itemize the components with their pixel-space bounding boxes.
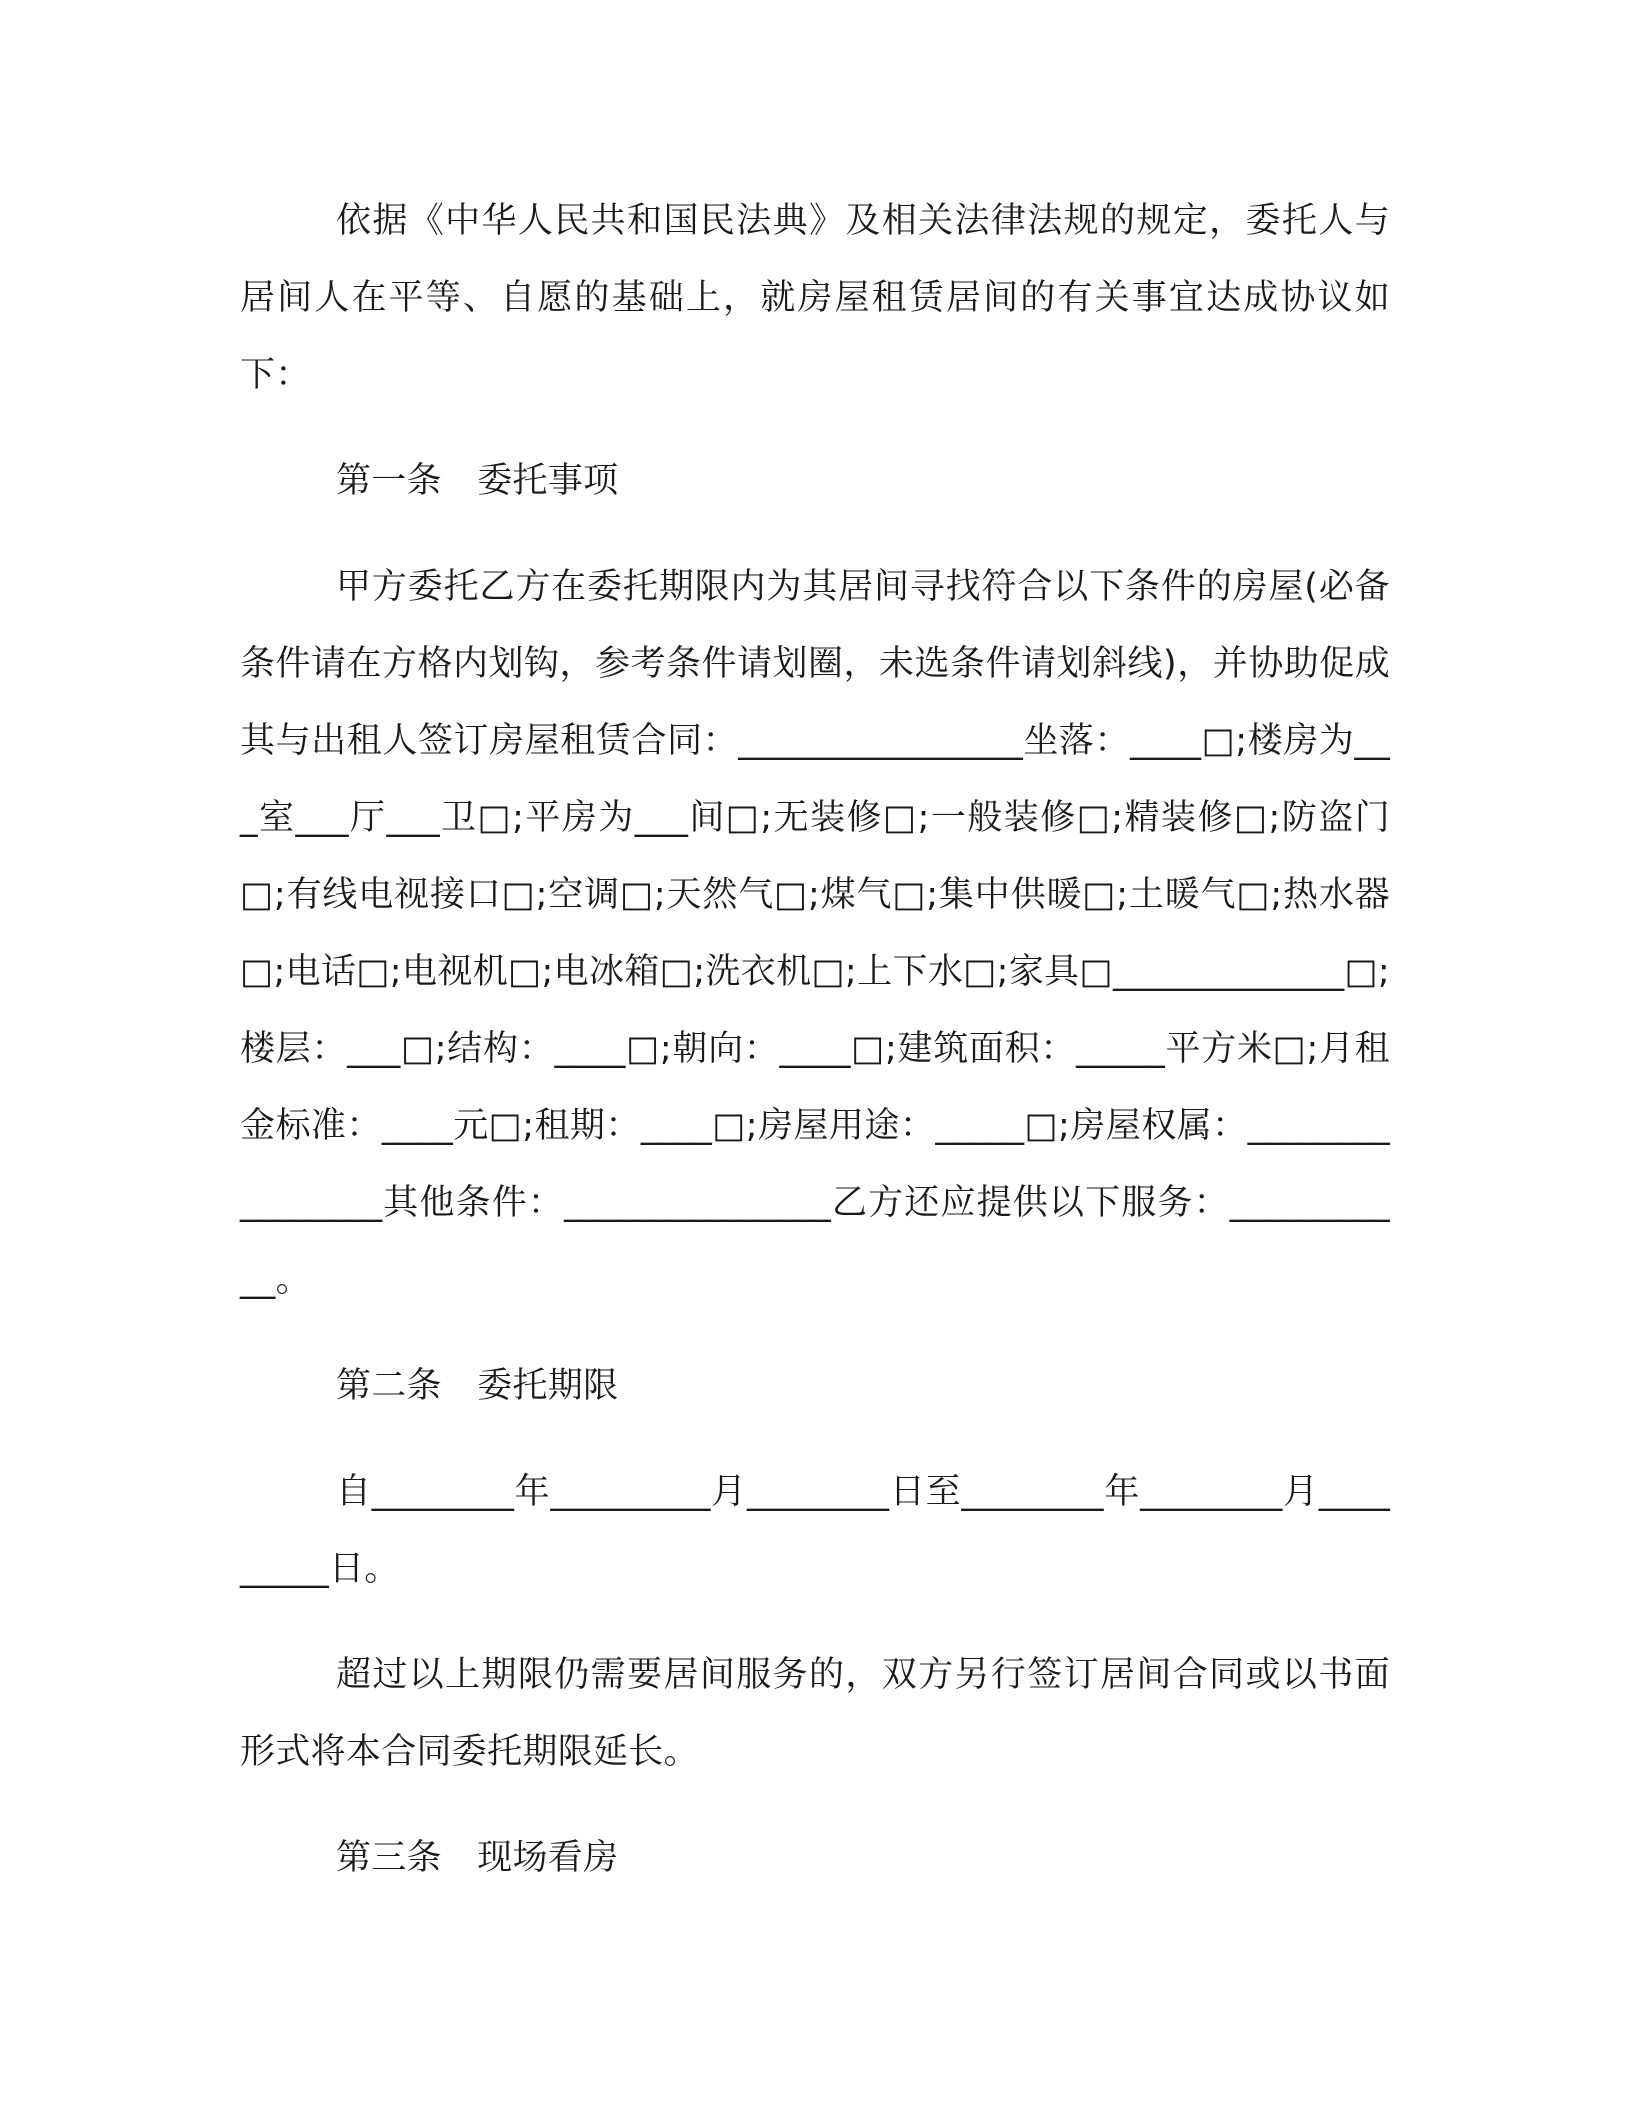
document-body [240, 183, 1390, 1897]
article-2-heading: 第二条 委托期限 [336, 1366, 619, 1406]
article-1-body: 甲方委托乙方在委托期限内为其居间寻找符合以下条件的房屋(必备条件请在方格内划钩，参考条件请划圈，未选条件请划斜线)，并协助促成其与出租人签订房屋租赁合同：________________坐落：____□;楼房为___室___厅___卫□;平房为___间□;无装修□;一般装修□;精装修□;防盗门□;有线电视接口□;空调□;天然气□;煤气□;集中供暖□;土暖气□;热水器□;电话□;电视机□;电冰箱□;洗衣机□;上下水□;家具□_____________□;楼层：___□;结构：____□;朝向：____□;建筑面积：_____平方米□;月租金标准：____元□;租期：____□;房屋用途：_____□;房屋权属：________________其他条件：_______________乙方还应提供以下服务：___________。 [240, 567, 1390, 1300]
article-3-heading: 第三条 现场看房 [336, 1838, 619, 1878]
article-2-period: 自________年_________月________日至________年________月_________日。 [240, 1472, 1390, 1589]
intro-paragraph: 依据《中华人民共和国民法典》及相关法律法规的规定，委托人与居间人在平等、自愿的基础上，就房屋租赁居间的有关事宜达成协议如下： [240, 201, 1390, 395]
article-2-extension: 超过以上期限仍需要居间服务的，双方另行签订居间合同或以书面形式将本合同委托期限延长。 [240, 1655, 1390, 1772]
article-1-heading: 第一条 委托事项 [336, 461, 619, 501]
